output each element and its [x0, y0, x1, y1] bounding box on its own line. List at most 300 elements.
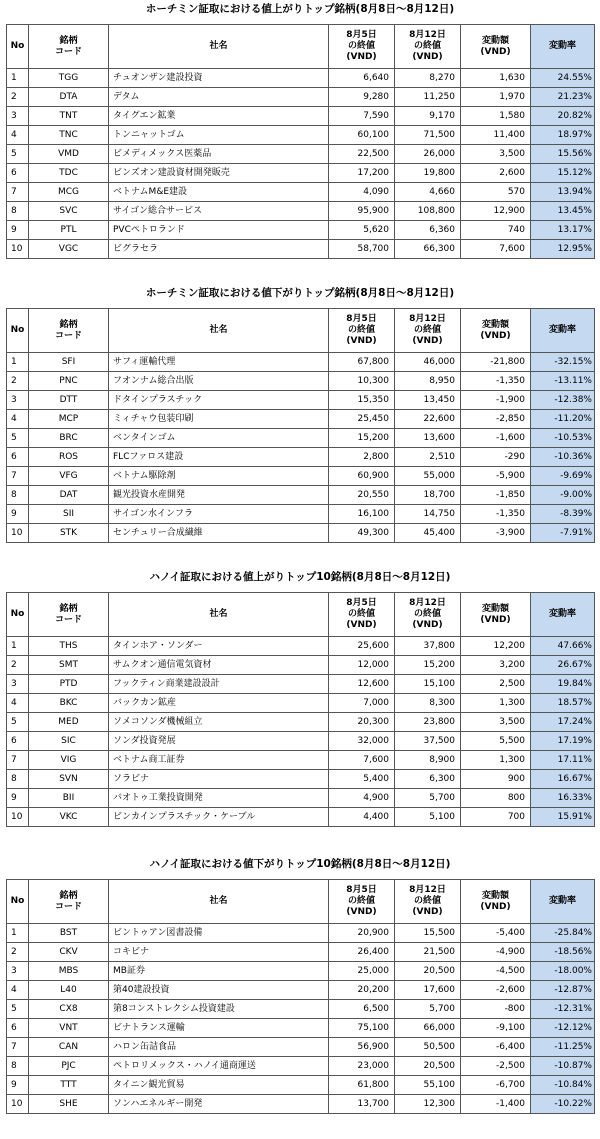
- table-row: [7, 943, 595, 962]
- cell-change: 700: [461, 808, 531, 827]
- table-row: [7, 1038, 595, 1057]
- cell-change: -5,900: [461, 467, 531, 486]
- table-row: [7, 1095, 595, 1114]
- cell-pct: -12.87%: [531, 981, 595, 1000]
- cell-change: 570: [461, 183, 531, 202]
- cell-name: ソラビナ: [109, 770, 329, 789]
- cell-no: 10: [7, 240, 29, 259]
- cell-aug5: 20,200: [329, 981, 395, 1000]
- column-header-pct: 変動率: [531, 880, 595, 924]
- cell-aug5: 25,600: [329, 637, 395, 656]
- cell-aug12: 12,300: [395, 1095, 461, 1114]
- cell-aug5: 20,300: [329, 713, 395, 732]
- cell-pct: -9.69%: [531, 467, 595, 486]
- cell-pct: 18.57%: [531, 694, 595, 713]
- cell-aug12: 108,800: [395, 202, 461, 221]
- cell-code: MCG: [29, 183, 109, 202]
- cell-aug12: 15,500: [395, 924, 461, 943]
- cell-name: ミィチャウ包装印刷: [109, 410, 329, 429]
- cell-code: MED: [29, 713, 109, 732]
- cell-aug5: 26,400: [329, 943, 395, 962]
- table-row: [7, 467, 595, 486]
- cell-aug5: 20,550: [329, 486, 395, 505]
- cell-name: ビンズオン建設資材開発販売: [109, 164, 329, 183]
- cell-change: 900: [461, 770, 531, 789]
- table-row: [7, 486, 595, 505]
- table-row: [7, 372, 595, 391]
- table-row: [7, 410, 595, 429]
- cell-code: SIC: [29, 732, 109, 751]
- cell-no: 3: [7, 107, 29, 126]
- cell-change: -290: [461, 448, 531, 467]
- cell-name: サイゴン水インフラ: [109, 505, 329, 524]
- column-header-name: 社名: [109, 880, 329, 924]
- cell-change: -4,900: [461, 943, 531, 962]
- cell-name: ソンハエネルギー開発: [109, 1095, 329, 1114]
- table-row: [7, 770, 595, 789]
- cell-pct: -8.39%: [531, 505, 595, 524]
- cell-aug12: 15,100: [395, 675, 461, 694]
- cell-pct: 21.23%: [531, 88, 595, 107]
- cell-no: 4: [7, 981, 29, 1000]
- cell-name: ビントゥアン図書設備: [109, 924, 329, 943]
- cell-name: サムクオン通信電気資材: [109, 656, 329, 675]
- cell-change: 2,600: [461, 164, 531, 183]
- cell-aug5: 6,500: [329, 1000, 395, 1019]
- cell-no: 5: [7, 145, 29, 164]
- cell-no: 1: [7, 353, 29, 372]
- cell-pct: -10.87%: [531, 1057, 595, 1076]
- cell-name: 第8コンストレクシム投資建設: [109, 1000, 329, 1019]
- table-row: [7, 69, 595, 88]
- cell-aug5: 22,500: [329, 145, 395, 164]
- cell-aug5: 56,900: [329, 1038, 395, 1057]
- cell-code: SII: [29, 505, 109, 524]
- table-row: [7, 126, 595, 145]
- column-header-code: 銘柄 コード: [29, 309, 109, 353]
- section-title: ハノイ証取における値下がりトップ10銘柄(8月8日～8月12日): [149, 858, 451, 870]
- cell-code: ROS: [29, 448, 109, 467]
- cell-aug5: 7,000: [329, 694, 395, 713]
- cell-code: VFG: [29, 467, 109, 486]
- cell-aug12: 8,900: [395, 751, 461, 770]
- cell-name: ソンダ投資発展: [109, 732, 329, 751]
- cell-aug5: 2,800: [329, 448, 395, 467]
- cell-change: 2,500: [461, 675, 531, 694]
- cell-change: -1,850: [461, 486, 531, 505]
- cell-aug12: 13,600: [395, 429, 461, 448]
- cell-name: タイグエン鉱業: [109, 107, 329, 126]
- column-header-aug12: 8月12日 の終値 (VND): [395, 593, 461, 637]
- header-row: [7, 880, 595, 924]
- table-row: [7, 429, 595, 448]
- cell-name: バオトゥ工業投資開発: [109, 789, 329, 808]
- cell-pct: -12.38%: [531, 391, 595, 410]
- cell-change: -1,350: [461, 372, 531, 391]
- header-row: [7, 593, 595, 637]
- cell-code: STK: [29, 524, 109, 543]
- cell-no: 4: [7, 410, 29, 429]
- cell-pct: 20.82%: [531, 107, 595, 126]
- cell-change: 1,580: [461, 107, 531, 126]
- cell-pct: 16.33%: [531, 789, 595, 808]
- cell-pct: 15.12%: [531, 164, 595, 183]
- cell-name: フックティン商業建設設計: [109, 675, 329, 694]
- cell-code: TTT: [29, 1076, 109, 1095]
- cell-change: 1,300: [461, 694, 531, 713]
- cell-no: 2: [7, 372, 29, 391]
- cell-aug12: 17,600: [395, 981, 461, 1000]
- cell-change: 11,400: [461, 126, 531, 145]
- cell-name: デタム: [109, 88, 329, 107]
- cell-change: 5,500: [461, 732, 531, 751]
- ranking-section: [0, 568, 600, 822]
- column-header-aug12: 8月12日 の終値 (VND): [395, 25, 461, 69]
- cell-aug5: 75,100: [329, 1019, 395, 1038]
- cell-pct: -12.12%: [531, 1019, 595, 1038]
- table-row: [7, 391, 595, 410]
- cell-code: L40: [29, 981, 109, 1000]
- ranking-table: [6, 308, 595, 543]
- cell-change: -9,100: [461, 1019, 531, 1038]
- cell-no: 4: [7, 126, 29, 145]
- cell-change: 1,970: [461, 88, 531, 107]
- section-title: ホーチミン証取における値上がりトップ銘柄(8月8日～8月12日): [145, 3, 455, 15]
- cell-name: ドタインプラスチック: [109, 391, 329, 410]
- cell-no: 2: [7, 943, 29, 962]
- header-row: [7, 309, 595, 353]
- cell-aug12: 21,500: [395, 943, 461, 962]
- cell-name: ベトナム駆除剤: [109, 467, 329, 486]
- cell-aug5: 60,100: [329, 126, 395, 145]
- cell-no: 8: [7, 202, 29, 221]
- cell-aug5: 9,280: [329, 88, 395, 107]
- table-row: [7, 202, 595, 221]
- cell-no: 2: [7, 88, 29, 107]
- cell-change: 7,600: [461, 240, 531, 259]
- cell-code: VMD: [29, 145, 109, 164]
- cell-name: MB証券: [109, 962, 329, 981]
- cell-aug12: 66,000: [395, 1019, 461, 1038]
- cell-change: 800: [461, 789, 531, 808]
- cell-aug12: 71,500: [395, 126, 461, 145]
- cell-pct: -10.22%: [531, 1095, 595, 1114]
- cell-change: 740: [461, 221, 531, 240]
- cell-aug5: 7,590: [329, 107, 395, 126]
- table-row: [7, 694, 595, 713]
- cell-pct: 17.19%: [531, 732, 595, 751]
- cell-aug12: 4,660: [395, 183, 461, 202]
- cell-pct: -12.31%: [531, 1000, 595, 1019]
- cell-name: チュオンザン建設投資: [109, 69, 329, 88]
- cell-aug12: 22,600: [395, 410, 461, 429]
- table-row: [7, 981, 595, 1000]
- cell-name: 観光投資水産開発: [109, 486, 329, 505]
- column-header-code: 銘柄 コード: [29, 880, 109, 924]
- cell-name: センチュリー合成繊維: [109, 524, 329, 543]
- table-row: [7, 732, 595, 751]
- cell-pct: -11.20%: [531, 410, 595, 429]
- cell-no: 1: [7, 69, 29, 88]
- cell-name: 第40建設投資: [109, 981, 329, 1000]
- cell-code: MCP: [29, 410, 109, 429]
- cell-change: -6,700: [461, 1076, 531, 1095]
- column-header-name: 社名: [109, 309, 329, 353]
- cell-pct: 13.45%: [531, 202, 595, 221]
- cell-change: 1,630: [461, 69, 531, 88]
- cell-aug5: 67,800: [329, 353, 395, 372]
- cell-name: ベトナム商工証券: [109, 751, 329, 770]
- cell-code: SMT: [29, 656, 109, 675]
- cell-pct: 15.91%: [531, 808, 595, 827]
- cell-pct: 47.66%: [531, 637, 595, 656]
- table-row: [7, 1019, 595, 1038]
- cell-pct: -18.00%: [531, 962, 595, 981]
- cell-code: CKV: [29, 943, 109, 962]
- column-header-change: 変動額 (VND): [461, 25, 531, 69]
- cell-no: 9: [7, 1076, 29, 1095]
- cell-aug12: 50,500: [395, 1038, 461, 1057]
- cell-pct: 26.67%: [531, 656, 595, 675]
- cell-aug5: 4,090: [329, 183, 395, 202]
- cell-aug5: 12,000: [329, 656, 395, 675]
- table-row: [7, 221, 595, 240]
- table-row: [7, 183, 595, 202]
- cell-no: 6: [7, 732, 29, 751]
- cell-aug5: 49,300: [329, 524, 395, 543]
- cell-aug12: 18,700: [395, 486, 461, 505]
- cell-aug12: 66,300: [395, 240, 461, 259]
- cell-aug5: 25,450: [329, 410, 395, 429]
- table-row: [7, 962, 595, 981]
- cell-pct: 18.97%: [531, 126, 595, 145]
- cell-code: SHE: [29, 1095, 109, 1114]
- column-header-code: 銘柄 コード: [29, 25, 109, 69]
- cell-no: 3: [7, 391, 29, 410]
- ranking-table: [6, 592, 595, 827]
- cell-code: CAN: [29, 1038, 109, 1057]
- cell-no: 8: [7, 1057, 29, 1076]
- cell-code: PNC: [29, 372, 109, 391]
- cell-pct: 19.84%: [531, 675, 595, 694]
- cell-pct: 15.56%: [531, 145, 595, 164]
- cell-code: BKC: [29, 694, 109, 713]
- column-header-pct: 変動率: [531, 25, 595, 69]
- cell-name: フオンナム総合出版: [109, 372, 329, 391]
- cell-code: BII: [29, 789, 109, 808]
- column-header-aug5: 8月5日 の終値 (VND): [329, 880, 395, 924]
- cell-no: 7: [7, 751, 29, 770]
- cell-name: トンニャットゴム: [109, 126, 329, 145]
- cell-name: ハロン缶詰食品: [109, 1038, 329, 1057]
- cell-code: MBS: [29, 962, 109, 981]
- cell-aug12: 23,800: [395, 713, 461, 732]
- cell-aug5: 58,700: [329, 240, 395, 259]
- cell-aug12: 5,700: [395, 1000, 461, 1019]
- cell-name: ビンカインプラスチック・ケーブル: [109, 808, 329, 827]
- cell-no: 4: [7, 694, 29, 713]
- cell-aug5: 6,640: [329, 69, 395, 88]
- cell-change: 3,500: [461, 713, 531, 732]
- cell-pct: -25.84%: [531, 924, 595, 943]
- cell-no: 8: [7, 486, 29, 505]
- cell-aug5: 32,000: [329, 732, 395, 751]
- table-row: [7, 164, 595, 183]
- cell-code: VKC: [29, 808, 109, 827]
- cell-code: THS: [29, 637, 109, 656]
- cell-aug5: 5,620: [329, 221, 395, 240]
- cell-aug5: 4,400: [329, 808, 395, 827]
- table-row: [7, 524, 595, 543]
- cell-pct: 13.17%: [531, 221, 595, 240]
- cell-aug5: 25,000: [329, 962, 395, 981]
- cell-change: -21,800: [461, 353, 531, 372]
- cell-no: 7: [7, 467, 29, 486]
- cell-aug12: 5,100: [395, 808, 461, 827]
- cell-change: -3,900: [461, 524, 531, 543]
- cell-no: 1: [7, 924, 29, 943]
- cell-name: サフィ運輸代理: [109, 353, 329, 372]
- column-header-change: 変動額 (VND): [461, 309, 531, 353]
- cell-change: -800: [461, 1000, 531, 1019]
- column-header-code: 銘柄 コード: [29, 593, 109, 637]
- column-header-name: 社名: [109, 593, 329, 637]
- cell-aug5: 13,700: [329, 1095, 395, 1114]
- cell-code: BRC: [29, 429, 109, 448]
- cell-no: 7: [7, 183, 29, 202]
- cell-change: -1,350: [461, 505, 531, 524]
- cell-code: VNT: [29, 1019, 109, 1038]
- table-row: [7, 145, 595, 164]
- cell-aug12: 8,950: [395, 372, 461, 391]
- table-row: [7, 808, 595, 827]
- cell-pct: 17.11%: [531, 751, 595, 770]
- cell-code: BST: [29, 924, 109, 943]
- cell-aug5: 17,200: [329, 164, 395, 183]
- cell-change: 3,200: [461, 656, 531, 675]
- table-row: [7, 1076, 595, 1095]
- cell-code: CX8: [29, 1000, 109, 1019]
- cell-no: 10: [7, 524, 29, 543]
- cell-aug5: 60,900: [329, 467, 395, 486]
- cell-no: 1: [7, 637, 29, 656]
- cell-aug12: 11,250: [395, 88, 461, 107]
- section-title: ハノイ証取における値上がりトップ10銘柄(8月8日～8月12日): [149, 571, 451, 583]
- cell-name: FLCファロス建設: [109, 448, 329, 467]
- cell-aug5: 15,200: [329, 429, 395, 448]
- cell-no: 2: [7, 656, 29, 675]
- cell-change: -6,400: [461, 1038, 531, 1057]
- cell-pct: -11.25%: [531, 1038, 595, 1057]
- cell-change: 12,200: [461, 637, 531, 656]
- cell-no: 7: [7, 1038, 29, 1057]
- cell-code: PJC: [29, 1057, 109, 1076]
- cell-name: ビグラセラ: [109, 240, 329, 259]
- cell-no: 5: [7, 429, 29, 448]
- cell-no: 8: [7, 770, 29, 789]
- cell-aug12: 9,170: [395, 107, 461, 126]
- cell-no: 6: [7, 164, 29, 183]
- cell-name: ビメディメックス医薬品: [109, 145, 329, 164]
- column-header-change: 変動額 (VND): [461, 593, 531, 637]
- cell-aug5: 4,900: [329, 789, 395, 808]
- cell-name: タイニン観光貿易: [109, 1076, 329, 1095]
- column-header-change: 変動額 (VND): [461, 880, 531, 924]
- table-row: [7, 1000, 595, 1019]
- cell-name: ベトナムM&E建設: [109, 183, 329, 202]
- cell-code: TDC: [29, 164, 109, 183]
- cell-aug12: 15,200: [395, 656, 461, 675]
- table-row: [7, 1057, 595, 1076]
- cell-no: 6: [7, 448, 29, 467]
- cell-aug5: 5,400: [329, 770, 395, 789]
- cell-name: バックカン鉱産: [109, 694, 329, 713]
- table-row: [7, 637, 595, 656]
- cell-code: TGG: [29, 69, 109, 88]
- cell-aug5: 61,800: [329, 1076, 395, 1095]
- cell-name: PVCペトロランド: [109, 221, 329, 240]
- header-row: [7, 25, 595, 69]
- cell-pct: -7.91%: [531, 524, 595, 543]
- cell-code: VIG: [29, 751, 109, 770]
- column-header-pct: 変動率: [531, 309, 595, 353]
- cell-aug12: 55,000: [395, 467, 461, 486]
- column-header-aug12: 8月12日 の終値 (VND): [395, 309, 461, 353]
- cell-aug5: 15,350: [329, 391, 395, 410]
- cell-aug12: 6,360: [395, 221, 461, 240]
- table-row: [7, 924, 595, 943]
- cell-no: 6: [7, 1019, 29, 1038]
- column-header-pct: 変動率: [531, 593, 595, 637]
- cell-no: 3: [7, 675, 29, 694]
- table-row: [7, 107, 595, 126]
- table-row: [7, 88, 595, 107]
- column-header-no: No: [7, 593, 29, 637]
- cell-pct: -32.15%: [531, 353, 595, 372]
- cell-aug12: 6,300: [395, 770, 461, 789]
- cell-aug12: 8,300: [395, 694, 461, 713]
- cell-no: 10: [7, 808, 29, 827]
- cell-code: SFI: [29, 353, 109, 372]
- cell-change: 3,500: [461, 145, 531, 164]
- cell-aug12: 14,750: [395, 505, 461, 524]
- column-header-no: No: [7, 309, 29, 353]
- cell-aug5: 7,600: [329, 751, 395, 770]
- cell-change: -2,500: [461, 1057, 531, 1076]
- cell-aug12: 37,800: [395, 637, 461, 656]
- cell-code: PTL: [29, 221, 109, 240]
- column-header-aug5: 8月5日 の終値 (VND): [329, 593, 395, 637]
- cell-name: コキビナ: [109, 943, 329, 962]
- cell-no: 5: [7, 713, 29, 732]
- cell-code: SVN: [29, 770, 109, 789]
- cell-pct: 24.55%: [531, 69, 595, 88]
- cell-change: -4,500: [461, 962, 531, 981]
- column-header-name: 社名: [109, 25, 329, 69]
- cell-aug5: 16,100: [329, 505, 395, 524]
- cell-aug12: 20,500: [395, 1057, 461, 1076]
- ranking-table: [6, 24, 595, 259]
- cell-change: 12,900: [461, 202, 531, 221]
- cell-change: -1,900: [461, 391, 531, 410]
- cell-aug12: 5,700: [395, 789, 461, 808]
- cell-no: 10: [7, 1095, 29, 1114]
- cell-code: SVC: [29, 202, 109, 221]
- cell-pct: 17.24%: [531, 713, 595, 732]
- cell-aug5: 23,000: [329, 1057, 395, 1076]
- table-row: [7, 751, 595, 770]
- cell-pct: -9.00%: [531, 486, 595, 505]
